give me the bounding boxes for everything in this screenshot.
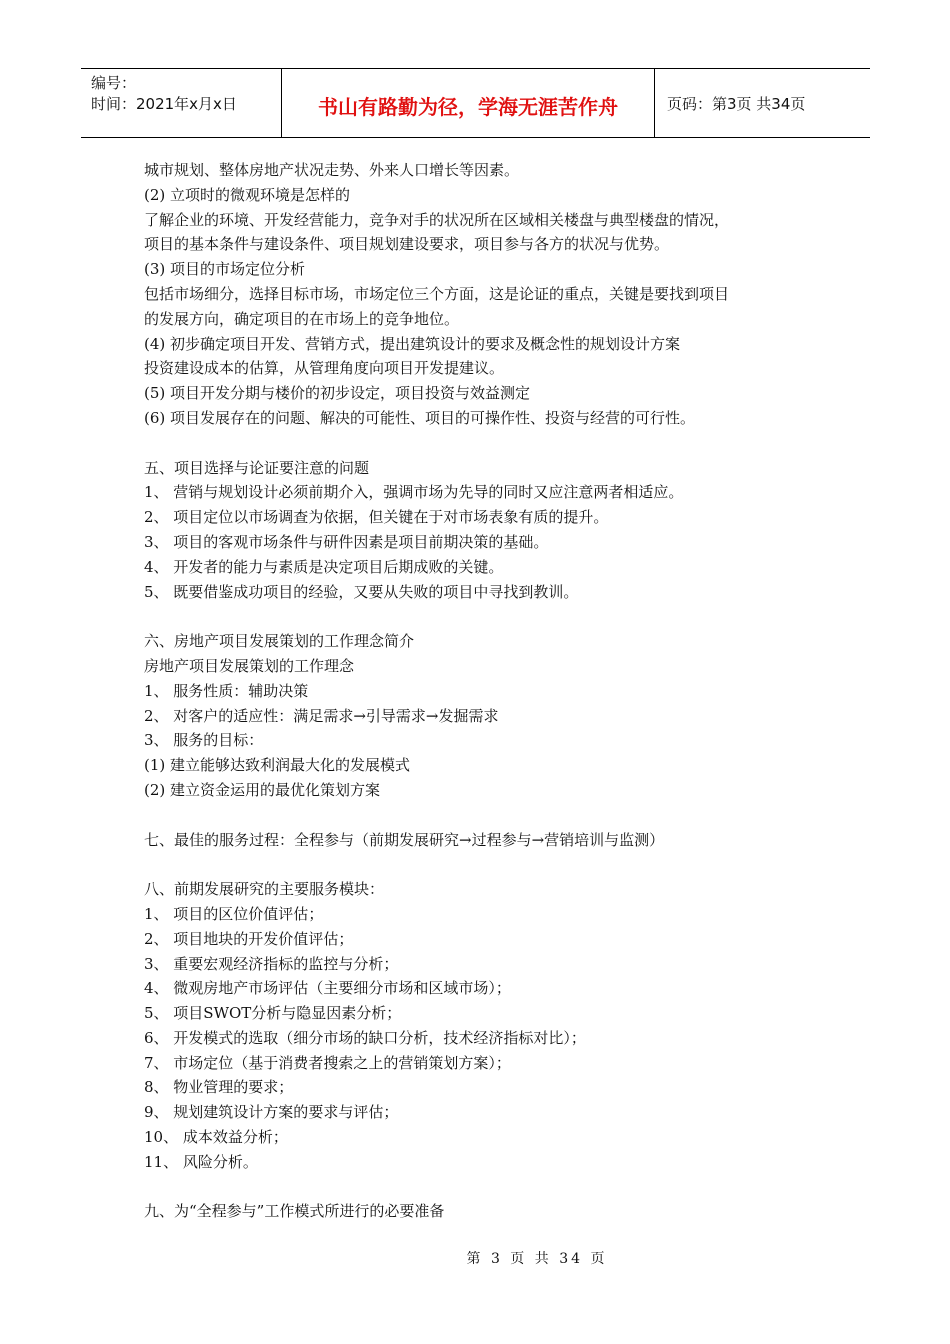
blank-line: [144, 1175, 824, 1200]
header-motto: 书山有路勤为径，学海无涯苦作舟: [282, 69, 655, 137]
document-body: [144, 158, 824, 1224]
body-line: 10、 成本效益分析；: [144, 1128, 288, 1147]
blank-line: [144, 803, 824, 828]
body-line: 八、前期发展研究的主要服务模块：: [144, 880, 385, 899]
header-page-info: 页码：第3页 共34页: [667, 94, 806, 113]
body-line: 的发展方向，确定项目的在市场上的竞争地位。: [144, 309, 460, 328]
body-line: 2、 项目定位以市场调查为依据，但关键在于对市场表象有质的提升。: [144, 508, 609, 527]
body-line: 3、 服务的目标：: [144, 731, 264, 750]
body-line: (4) 初步确定项目开发、营销方式，提出建筑设计的要求及概念性的规划设计方案: [144, 334, 681, 353]
body-line: 3、 重要宏观经济指标的监控与分析；: [144, 954, 399, 973]
body-line: 项目的基本条件与建设条件、项目规划建设要求，项目参与各方的状况与优势。: [144, 235, 670, 254]
body-line: 4、 微观房地产市场评估（主要细分市场和区域市场）；: [144, 979, 511, 998]
body-line: 房地产项目发展策划的工作理念: [144, 656, 355, 675]
body-line: 投资建设成本的估算，从管理角度向项目开发提建议。: [144, 359, 505, 378]
body-line: (5) 项目开发分期与楼价的初步设定，项目投资与效益测定: [144, 384, 531, 403]
body-line: (3) 项目的市场定位分析: [144, 260, 306, 279]
body-line: 1、 服务性质：辅助决策: [144, 681, 309, 700]
body-line: 五、项目选择与论证要注意的问题: [144, 458, 370, 477]
body-line: 3、 项目的客观市场条件与研件因素是项目前期决策的基础。: [144, 532, 549, 551]
body-line: 七、最佳的服务过程：全程参与（前期发展研究→过程参与→营销培训与监测）: [144, 830, 665, 849]
page-footer: 第 3 页 共 34 页: [466, 1251, 608, 1267]
blank-line: [144, 604, 824, 629]
body-line: 六、房地产项目发展策划的工作理念简介: [144, 632, 415, 651]
header-meta: [81, 69, 282, 137]
body-line: 8、 物业管理的要求；: [144, 1078, 294, 1097]
body-line: 了解企业的环境、开发经营能力，竞争对手的状况所在区域相关楼盘与典型楼盘的情况，: [144, 210, 730, 229]
blank-line: [144, 431, 824, 456]
body-line: 9、 规划建筑设计方案的要求与评估；: [144, 1103, 399, 1122]
body-line: (2) 立项时的微观环境是怎样的: [144, 185, 351, 204]
body-line: 包括市场细分，选择目标市场，市场定位三个方面，这是论证的重点，关键是要找到项目: [144, 284, 730, 303]
body-line: 2、 对客户的适应性：满足需求→引导需求→发掘需求: [144, 706, 499, 725]
body-line: (1) 建立能够达致利润最大化的发展模式: [144, 756, 411, 775]
body-line: 11、 风险分析。: [144, 1152, 258, 1171]
body-line: 4、 开发者的能力与素质是决定项目后期成败的关键。: [144, 557, 504, 576]
body-line: (6) 项目发展存在的问题、解决的可能性、项目的可操作性、投资与经营的可行性。: [144, 408, 696, 427]
body-line: 2、 项目地块的开发价值评估；: [144, 929, 354, 948]
blank-line: [144, 852, 824, 877]
number-label: 编号：: [91, 74, 137, 92]
body-line: (2) 建立资金运用的最优化策划方案: [144, 780, 381, 799]
body-line: 1、 项目的区位价值评估；: [144, 904, 324, 923]
body-line: 6、 开发模式的选取（细分市场的缺口分析，技术经济指标对比）；: [144, 1028, 586, 1047]
body-line: 5、 项目SWOT分析与隐显因素分析；: [144, 1004, 402, 1023]
body-line: 7、 市场定位（基于消费者搜索之上的营销策划方案）；: [144, 1053, 511, 1072]
document-header: [81, 68, 870, 138]
body-line: 九、为“全程参与”工作模式所进行的必要准备: [144, 1202, 445, 1221]
body-line: 城市规划、整体房地产状况走势、外来人口增长等因素。: [144, 161, 520, 179]
body-line: 1、 营销与规划设计必须前期介入，强调市场为先导的同时又应注意两者相适应。: [144, 483, 684, 502]
body-line: 5、 既要借鉴成功项目的经验，又要从失败的项目中寻找到教训。: [144, 582, 579, 601]
time-label: 时间：2021年x月x日: [91, 95, 237, 113]
